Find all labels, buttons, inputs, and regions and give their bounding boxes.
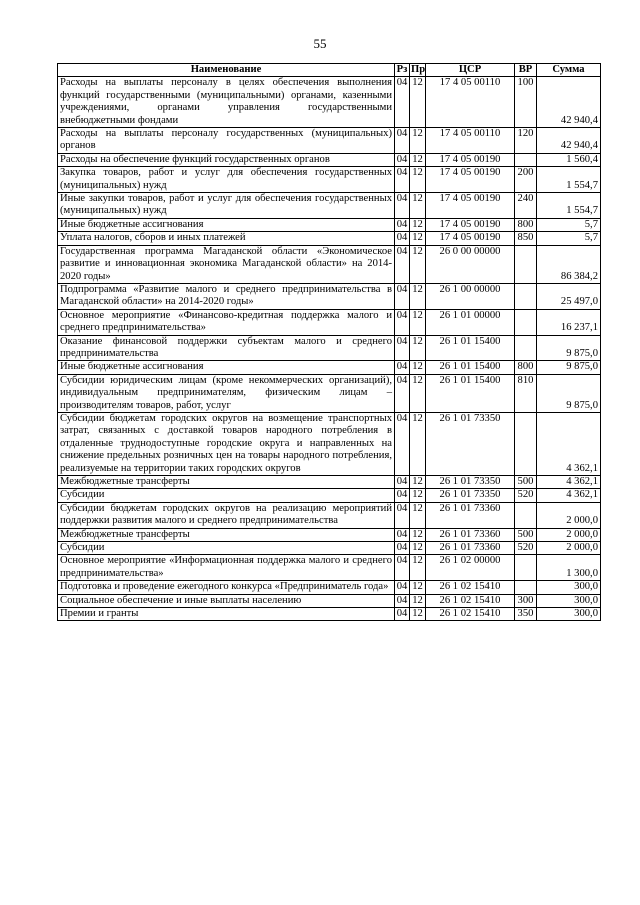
cell-csr: 26 1 00 00000 [426, 283, 515, 309]
table-row [58, 309, 601, 335]
cell-rz: 04 [395, 594, 410, 607]
cell-sum: 86 384,2 [537, 245, 601, 283]
cell-name: Социальное обеспечение и иные выплаты населению [58, 594, 395, 607]
cell-pr: 12 [410, 555, 426, 581]
cell-name: Уплата налогов, сборов и иных платежей [58, 232, 395, 245]
cell-rz: 04 [395, 581, 410, 594]
cell-vr: 200 [515, 167, 537, 193]
header-vr: ВР [515, 64, 537, 77]
table-header [58, 64, 601, 77]
cell-csr: 26 1 01 73360 [426, 502, 515, 528]
cell-vr: 350 [515, 608, 537, 621]
cell-rz: 04 [395, 412, 410, 475]
cell-csr: 26 1 02 15410 [426, 608, 515, 621]
cell-rz: 04 [395, 167, 410, 193]
table-row [58, 218, 601, 231]
cell-name: Межбюджетные трансферты [58, 476, 395, 489]
cell-name: Иные бюджетные ассигнования [58, 218, 395, 231]
cell-sum: 300,0 [537, 594, 601, 607]
cell-name: Оказание финансовой поддержки субъектам малого и среднего предпринимательства [58, 335, 395, 361]
cell-csr: 17 4 05 00190 [426, 153, 515, 166]
header-csr: ЦСР [426, 64, 515, 77]
cell-sum: 2 000,0 [537, 502, 601, 528]
table-row [58, 283, 601, 309]
table-row [58, 476, 601, 489]
page-number: 55 [313, 36, 327, 51]
cell-csr: 26 1 01 73350 [426, 476, 515, 489]
cell-sum: 9 875,0 [537, 361, 601, 374]
cell-name: Подпрограмма «Развитие малого и среднего предпринимательства в Магаданской области» на 2014-2020 годы» [58, 283, 395, 309]
cell-sum: 9 875,0 [537, 335, 601, 361]
cell-vr [515, 335, 537, 361]
table-row [58, 153, 601, 166]
table-row [58, 555, 601, 581]
cell-sum: 4 362,1 [537, 476, 601, 489]
cell-pr: 12 [410, 335, 426, 361]
cell-pr: 12 [410, 245, 426, 283]
cell-rz: 04 [395, 193, 410, 219]
cell-rz: 04 [395, 608, 410, 621]
cell-rz: 04 [395, 528, 410, 541]
cell-csr: 26 0 00 00000 [426, 245, 515, 283]
cell-name: Расходы на выплаты персоналу в целях обеспечения выполнения функций государственными (муниципальными) органами, казенными учреждениями, органами управления государственными внебюджетными фондами [58, 77, 395, 128]
cell-sum: 16 237,1 [537, 309, 601, 335]
cell-pr: 12 [410, 153, 426, 166]
header-rz: Рз [395, 64, 410, 77]
cell-csr: 26 1 01 73360 [426, 542, 515, 555]
table-row [58, 167, 601, 193]
cell-sum: 1 560,4 [537, 153, 601, 166]
cell-vr: 120 [515, 128, 537, 154]
cell-name: Субсидии [58, 489, 395, 502]
cell-name: Государственная программа Магаданской области «Экономическое развитие и инновационная экономика Магаданской области» на 2014-2020 годы» [58, 245, 395, 283]
cell-rz: 04 [395, 335, 410, 361]
cell-sum: 2 000,0 [537, 528, 601, 541]
cell-sum: 42 940,4 [537, 77, 601, 128]
table-row [58, 542, 601, 555]
cell-vr: 850 [515, 232, 537, 245]
cell-sum: 1 554,7 [537, 167, 601, 193]
cell-csr: 17 4 05 00190 [426, 193, 515, 219]
cell-name: Основное мероприятие «Информационная поддержка малого и среднего предпринимательства» [58, 555, 395, 581]
cell-pr: 12 [410, 128, 426, 154]
cell-vr: 520 [515, 542, 537, 555]
cell-rz: 04 [395, 489, 410, 502]
cell-vr: 240 [515, 193, 537, 219]
table-row [58, 581, 601, 594]
cell-pr: 12 [410, 77, 426, 128]
cell-pr: 12 [410, 542, 426, 555]
cell-pr: 12 [410, 476, 426, 489]
cell-name: Иные бюджетные ассигнования [58, 361, 395, 374]
cell-csr: 26 1 01 15400 [426, 361, 515, 374]
cell-rz: 04 [395, 309, 410, 335]
budget-table [57, 63, 601, 621]
table-row [58, 193, 601, 219]
cell-name: Основное мероприятие «Финансово-кредитная поддержка малого и среднего предпринимательства» [58, 309, 395, 335]
table-row [58, 361, 601, 374]
cell-sum: 9 875,0 [537, 374, 601, 412]
cell-csr: 26 1 01 73350 [426, 412, 515, 475]
cell-rz: 04 [395, 77, 410, 128]
cell-vr [515, 412, 537, 475]
cell-vr: 800 [515, 361, 537, 374]
cell-rz: 04 [395, 128, 410, 154]
table-row [58, 412, 601, 475]
table-body [58, 77, 601, 621]
cell-sum: 2 000,0 [537, 542, 601, 555]
cell-vr [515, 283, 537, 309]
cell-name: Расходы на обеспечение функций государственных органов [58, 153, 395, 166]
cell-sum: 4 362,1 [537, 412, 601, 475]
cell-name: Субсидии бюджетам городских округов на реализацию мероприятий поддержки развития малого и среднего предпринимательства [58, 502, 395, 528]
cell-csr: 17 4 05 00110 [426, 77, 515, 128]
cell-pr: 12 [410, 489, 426, 502]
cell-rz: 04 [395, 153, 410, 166]
header-pr: Пр [411, 64, 426, 75]
cell-csr: 26 1 01 73360 [426, 528, 515, 541]
cell-sum: 300,0 [537, 581, 601, 594]
cell-pr: 12 [410, 283, 426, 309]
cell-vr: 500 [515, 528, 537, 541]
cell-name: Межбюджетные трансферты [58, 528, 395, 541]
table-row [58, 128, 601, 154]
cell-sum: 42 940,4 [537, 128, 601, 154]
table-row [58, 502, 601, 528]
cell-name: Субсидии бюджетам городских округов на возмещение транспортных затрат, связанных с доставкой товаров народного потребления в отдаленные труднодоступные городские округа и направленных на снижение предельных розничных цен на товары народного потребления, реализуемые на территории таких городских округов [58, 412, 395, 475]
cell-vr: 800 [515, 218, 537, 231]
header-row [58, 64, 601, 77]
cell-rz: 04 [395, 476, 410, 489]
header-name: Наименование [58, 64, 395, 77]
cell-pr: 12 [410, 309, 426, 335]
cell-vr [515, 581, 537, 594]
cell-pr: 12 [410, 412, 426, 475]
cell-name: Расходы на выплаты персоналу государственных (муниципальных) органов [58, 128, 395, 154]
cell-rz: 04 [395, 218, 410, 231]
cell-vr [515, 245, 537, 283]
cell-rz: 04 [395, 502, 410, 528]
cell-rz: 04 [395, 374, 410, 412]
cell-csr: 26 1 02 15410 [426, 594, 515, 607]
cell-sum: 25 497,0 [537, 283, 601, 309]
cell-rz: 04 [395, 542, 410, 555]
cell-rz: 04 [395, 245, 410, 283]
cell-csr: 26 1 02 00000 [426, 555, 515, 581]
table-row [58, 335, 601, 361]
cell-vr [515, 555, 537, 581]
cell-csr: 26 1 01 00000 [426, 309, 515, 335]
table-row [58, 528, 601, 541]
cell-pr: 12 [410, 608, 426, 621]
cell-sum: 300,0 [537, 608, 601, 621]
cell-name: Подготовка и проведение ежегодного конкурса «Предприниматель года» [58, 581, 395, 594]
cell-name: Премии и гранты [58, 608, 395, 621]
table-row [58, 594, 601, 607]
cell-csr: 17 4 05 00190 [426, 167, 515, 193]
cell-pr: 12 [410, 374, 426, 412]
cell-sum: 5,7 [537, 232, 601, 245]
cell-pr: 12 [410, 232, 426, 245]
cell-csr: 17 4 05 00190 [426, 232, 515, 245]
cell-sum: 1 300,0 [537, 555, 601, 581]
cell-rz: 04 [395, 283, 410, 309]
cell-rz: 04 [395, 232, 410, 245]
cell-pr: 12 [410, 193, 426, 219]
cell-rz: 04 [395, 555, 410, 581]
header-sum: Сумма [537, 64, 601, 77]
cell-csr: 17 4 05 00190 [426, 218, 515, 231]
cell-sum: 1 554,7 [537, 193, 601, 219]
cell-vr [515, 502, 537, 528]
cell-sum: 5,7 [537, 218, 601, 231]
cell-pr: 12 [410, 361, 426, 374]
cell-csr: 26 1 01 15400 [426, 335, 515, 361]
cell-name: Иные закупки товаров, работ и услуг для обеспечения государственных (муниципальных) нужд [58, 193, 395, 219]
cell-pr: 12 [410, 594, 426, 607]
cell-name: Закупка товаров, работ и услуг для обеспечения государственных (муниципальных) нужд [58, 167, 395, 193]
cell-vr: 100 [515, 77, 537, 128]
cell-csr: 26 1 01 15400 [426, 374, 515, 412]
cell-csr: 26 1 02 15410 [426, 581, 515, 594]
cell-vr: 520 [515, 489, 537, 502]
table-row [58, 608, 601, 621]
table-row [58, 77, 601, 128]
cell-pr: 12 [410, 528, 426, 541]
cell-sum: 4 362,1 [537, 489, 601, 502]
cell-vr [515, 153, 537, 166]
cell-vr: 300 [515, 594, 537, 607]
table-row [58, 489, 601, 502]
table-row [58, 232, 601, 245]
cell-pr: 12 [410, 218, 426, 231]
cell-name: Субсидии юридическим лицам (кроме некоммерческих организаций), индивидуальным предпринимателям, физическим лицам – производителям товаров, работ, услуг [58, 374, 395, 412]
cell-csr: 26 1 01 73350 [426, 489, 515, 502]
cell-vr: 500 [515, 476, 537, 489]
cell-vr [515, 309, 537, 335]
table-row [58, 245, 601, 283]
cell-pr: 12 [410, 167, 426, 193]
table-row [58, 374, 601, 412]
cell-vr: 810 [515, 374, 537, 412]
cell-pr: 12 [410, 502, 426, 528]
cell-name: Субсидии [58, 542, 395, 555]
cell-rz: 04 [395, 361, 410, 374]
cell-pr: 12 [410, 581, 426, 594]
cell-csr: 17 4 05 00110 [426, 128, 515, 154]
